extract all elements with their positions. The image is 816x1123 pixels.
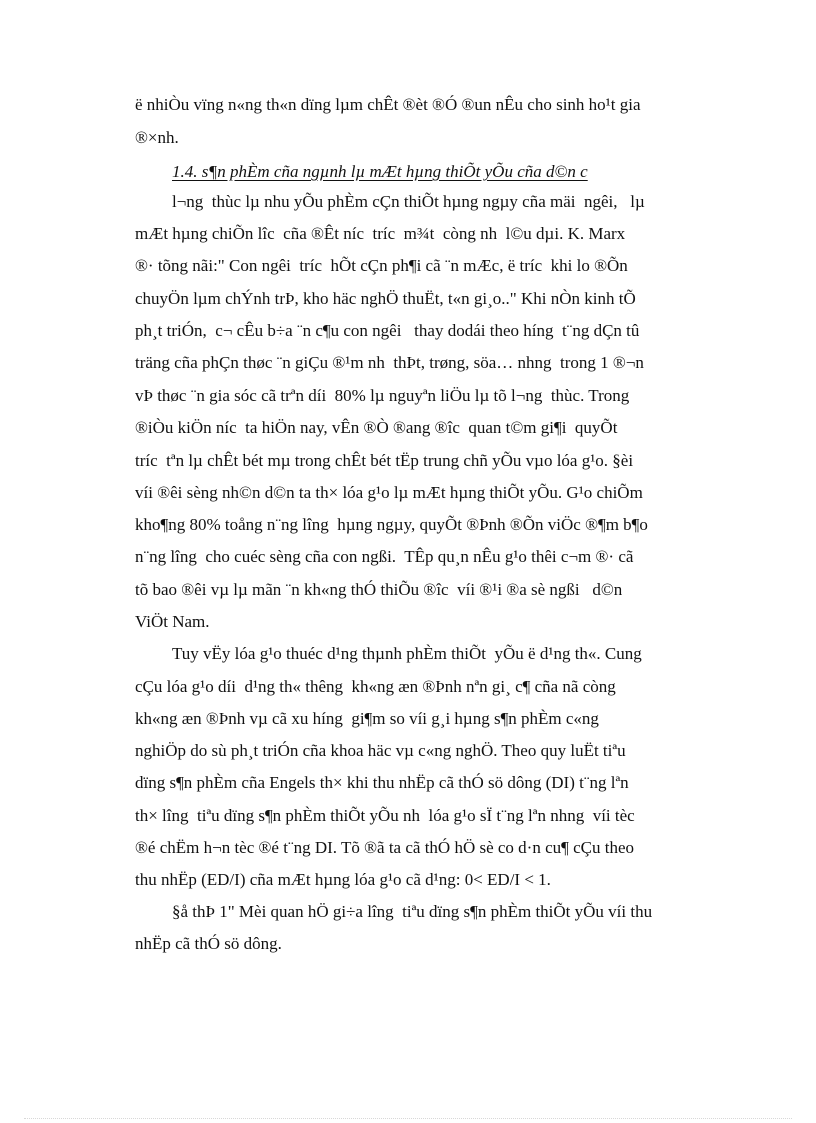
text-line	[0, 928, 816, 960]
text-line	[0, 767, 816, 799]
text-line	[0, 574, 816, 606]
section-heading	[0, 156, 816, 188]
text-line	[0, 735, 816, 767]
text-line	[0, 283, 816, 315]
text-line	[0, 864, 816, 896]
text-line-content: víi ®êi sèng nh©n d©n ta th× lóa g¹o lµ mÆt hµng thiÕt yÕu. G¹o chiÕm	[135, 483, 643, 502]
text-line-content: nghiÖp do sù ph¸t triÓn cña khoa häc vµ c«ng nghÖ. Theo quy luËt tiªu	[135, 741, 626, 760]
text-line	[0, 412, 816, 444]
text-line	[0, 477, 816, 509]
text-line-content: Tuy vËy lóa g¹o thuéc d¹ng thµnh phÈm thiÕt yÕu ë d¹ng th«. Cung	[172, 644, 642, 663]
text-line-content: nhËp cã thÓ sö dông.	[135, 934, 282, 953]
text-line	[0, 541, 816, 573]
text-line-content: ®×nh.	[135, 128, 179, 147]
text-line	[0, 315, 816, 347]
text-line	[0, 832, 816, 864]
text-line-content: ViÖt Nam.	[135, 612, 210, 631]
text-line-content: chuyÖn lµm chÝnh trÞ, kho häc nghÖ thuËt, t«n gi¸o.." Khi nÒn kinh tÕ	[135, 289, 636, 308]
text-line-content: ®· tõng nãi:" Con ngêi tríc hÕt cÇn ph¶i cã ¨n mÆc, ë tríc khi lo ®Õn	[135, 256, 628, 275]
text-line	[0, 218, 816, 250]
text-line-content: cÇu lóa g¹o díi d¹ng th« thêng kh«ng æn ®Þnh nªn gi¸ c¶ cña nã còng	[135, 677, 616, 696]
text-line-content: ë nhiÒu vïng n«ng th«n dïng lµm chÊt ®èt ®Ó ®un nÊu cho sinh ho¹t gia	[135, 95, 641, 114]
text-line-content: träng cña phÇn thøc ¨n giÇu ®¹m nh thÞt, trøng, söa… nhng trong 1 ®¬n	[135, 353, 644, 372]
text-line	[0, 896, 816, 928]
text-line-content: thu nhËp (ED/I) cña mÆt hµng lóa g¹o cã d¹ng: 0< ED/I < 1.	[135, 870, 551, 889]
text-line-content: ®é chËm h¬n tèc ®é t¨ng DI. Tõ ®ã ta cã thÓ hÖ sè co d·n cu¶ cÇu theo	[135, 838, 634, 857]
text-line-content: kho¶ng 80% toång n¨ng lîng hµng ngµy, quyÕt ®Þnh ®Õn viÖc ®¶m b¶o	[135, 515, 648, 534]
text-line	[0, 347, 816, 379]
text-line-content: l¬ng thùc lµ nhu yÕu phÈm cÇn thiÕt hµng ngµy cña mäi ngêi, lµ	[172, 192, 645, 211]
text-line	[0, 89, 816, 121]
text-line	[0, 122, 816, 154]
text-line-content: dïng s¶n phÈm cña Engels th× khi thu nhËp cã thÓ sö dông (DI) t¨ng lªn	[135, 773, 629, 792]
text-line	[0, 638, 816, 670]
text-line	[0, 509, 816, 541]
text-line-content: mÆt hµng chiÕn lîc cña ®Êt níc tríc m¾t còng nh l©u dµi. K. Marx	[135, 224, 626, 243]
text-line-content: tríc tªn lµ chÊt bét mµ trong chÊt bét tËp trung chñ yÕu vµo lóa g¹o. §èi	[135, 451, 634, 470]
text-line	[0, 800, 816, 832]
text-line-content: n¨ng lîng cho cuéc sèng cña con ngßi. TÊp qu¸n nÊu g¹o thêi c¬m ®· cã	[135, 547, 634, 566]
text-line-content: ph¸t triÓn, c¬ cÊu b÷a ¨n c¶u con ngêi thay dodái theo híng t¨ng dÇn tû	[135, 321, 640, 340]
text-line-content: vÞ thøc ¨n gia sóc cã trªn díi 80% lµ nguyªn liÖu lµ tõ l¬ng thùc. Trong	[135, 386, 630, 405]
text-line	[0, 703, 816, 735]
text-line-content: tõ bao ®êi vµ lµ mãn ¨n kh«ng thÓ thiÕu ®îc víi ®¹i ®a sè ngßi d©n	[135, 580, 623, 599]
text-line	[0, 380, 816, 412]
text-line-content: th× lîng tiªu dïng s¶n phÈm thiÕt yÕu nh lóa g¹o sÏ t¨ng lªn nhng víi tèc	[135, 806, 635, 825]
text-line	[0, 445, 816, 477]
page-bottom-rule	[24, 1118, 792, 1119]
text-line-content: ®iÒu kiÖn níc ta hiÖn nay, vÊn ®Ò ®ang ®îc quan t©m gi¶i quyÕt	[135, 418, 618, 437]
text-line-content: §å thÞ 1" Mèi quan hÖ gi÷a lîng tiªu dïng s¶n phÈm thiÕt yÕu víi thu	[172, 902, 653, 921]
text-line	[0, 671, 816, 703]
section-heading-text: 1.4. s¶n phÈm cña ngµnh lµ mÆt hµng thiÕt yÕu cña d©n c	[172, 162, 588, 181]
text-line	[0, 606, 816, 638]
text-line-content: kh«ng æn ®Þnh vµ cã xu híng gi¶m so víi g¸i hµng s¶n phÈm c«ng	[135, 709, 599, 728]
text-line	[0, 186, 816, 218]
text-line	[0, 250, 816, 282]
